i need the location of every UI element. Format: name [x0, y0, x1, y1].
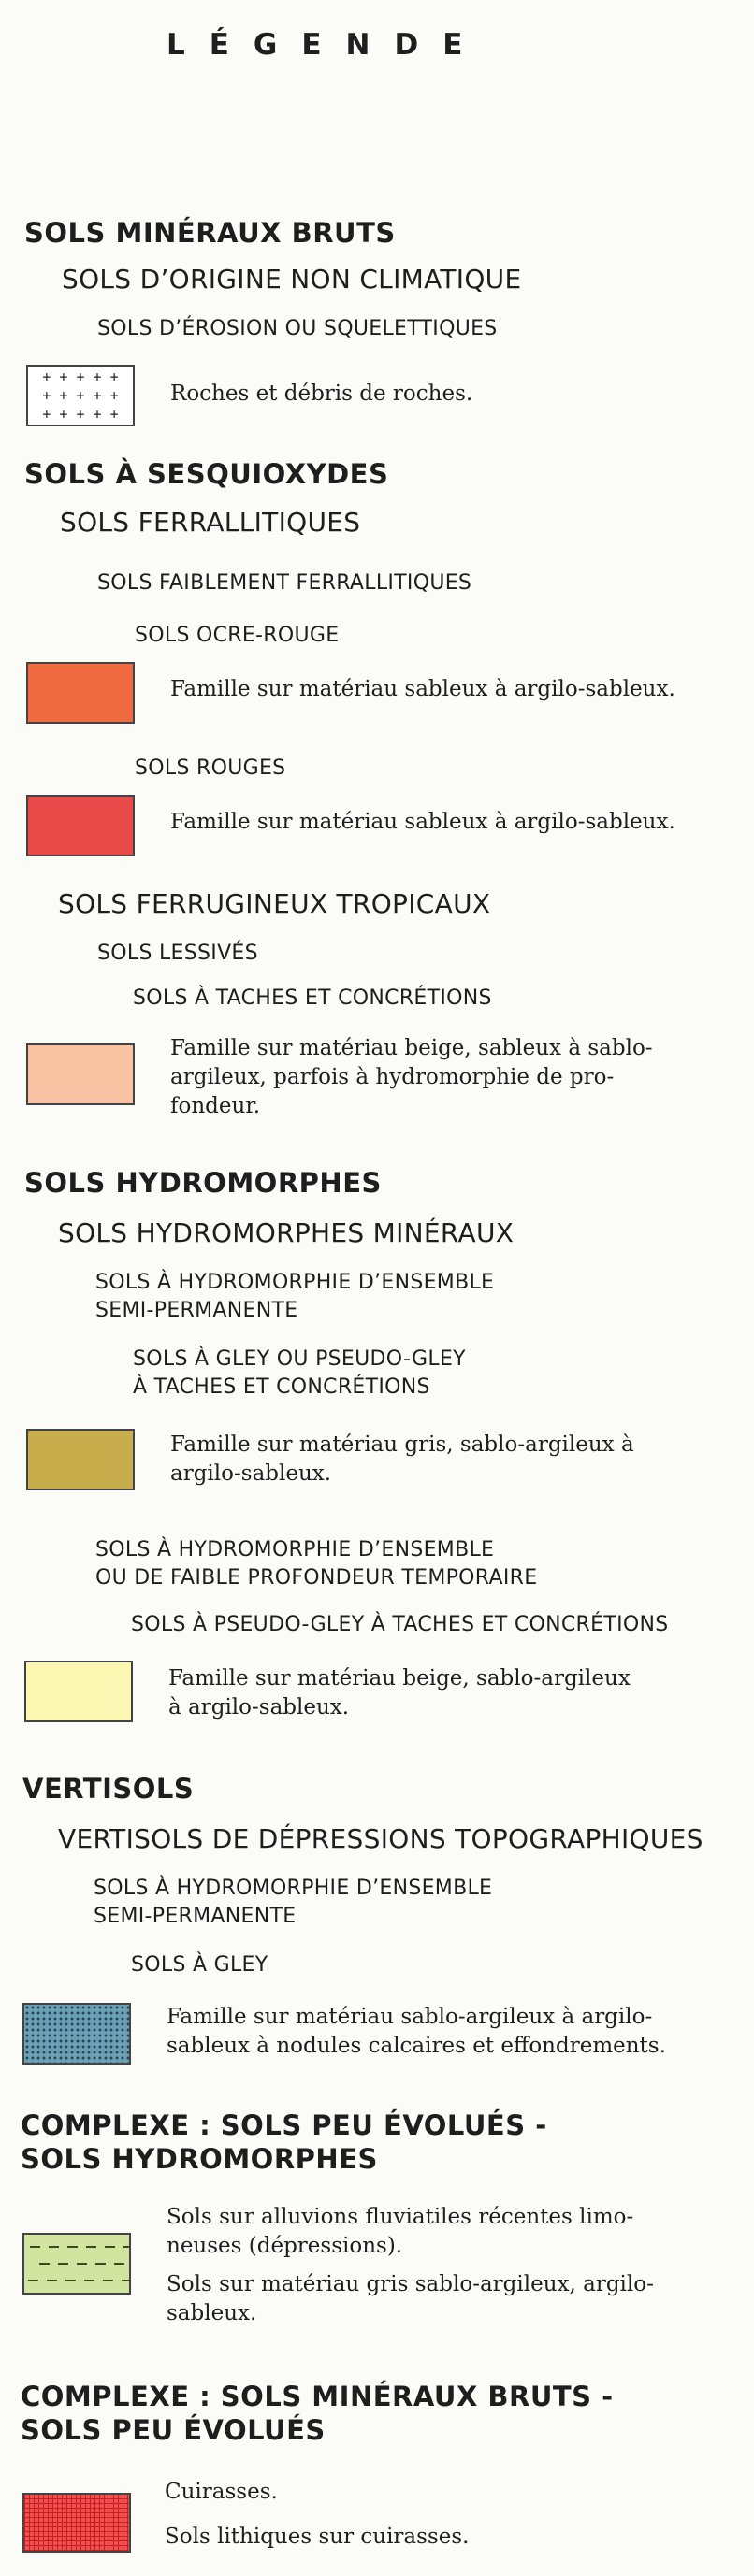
heading-complexe-mineraux-bruts-line-1: COMPLEXE : SOLS MINÉRAUX BRUTS - — [21, 2381, 614, 2412]
item-lessives-line-3: fondeur. — [170, 1094, 261, 1118]
item-vertisols-line-1: Famille sur matériau sablo-argileux à argilo- — [167, 2005, 653, 2029]
sub-ensemble-temporaire-line-1: SOLS À HYDROMORPHIE D’ENSEMBLE — [95, 1538, 495, 1561]
legend-title: LÉGENDE — [167, 28, 487, 62]
sub-sols-a-gley: SOLS À GLEY — [131, 1953, 268, 1977]
item-sols-lithiques: Sols lithiques sur cuirasses. — [165, 2525, 470, 2549]
heading-complexe-peu-evolues-line-2: SOLS HYDROMORPHES — [21, 2143, 378, 2175]
item-vertisols-line-2: sableux à nodules calcaires et effondrements. — [167, 2034, 666, 2058]
item-cuirasses: Cuirasses. — [165, 2480, 278, 2504]
sub-ensemble-semi-permanente-line-1: SOLS À HYDROMORPHIE D’ENSEMBLE — [95, 1271, 495, 1294]
sub-lessives: SOLS LESSIVÉS — [97, 942, 258, 965]
item-ocre-rouge: Famille sur matériau sableux à argilo-sableux. — [170, 677, 675, 701]
sub-vertisols-ensemble-line-1: SOLS À HYDROMORPHIE D’ENSEMBLE — [94, 1877, 493, 1900]
item-pseudo-gley-line-2: à argilo-sableux. — [168, 1695, 350, 1720]
sub-erosion-squelettiques: SOLS D’ÉROSION OU SQUELETTIQUES — [97, 317, 498, 340]
item-lessives-line-2: argileux, parfois à hydromorphie de pro- — [170, 1065, 615, 1089]
sub-origine-non-climatique: SOLS D’ORIGINE NON CLIMATIQUE — [62, 264, 522, 295]
swatch-gley-taches — [26, 1429, 135, 1490]
swatch-ocre-rouge — [26, 662, 135, 724]
item-gris-sablo-line-2: sableux. — [167, 2301, 257, 2325]
item-gley-line-2: argilo-sableux. — [170, 1461, 332, 1486]
swatch-cuirasses — [22, 2493, 131, 2553]
item-alluvions-line-2: neuses (dépressions). — [167, 2234, 403, 2258]
swatch-vertisols — [22, 2003, 131, 2065]
heading-complexe-peu-evolues-line-1: COMPLEXE : SOLS PEU ÉVOLUÉS - — [21, 2109, 547, 2141]
sub-sols-rouges: SOLS ROUGES — [135, 756, 286, 780]
swatch-roches: + + + + + + + + + + + + + + + — [26, 365, 135, 426]
sub-hydromorphes-mineraux: SOLS HYDROMORPHES MINÉRAUX — [58, 1217, 515, 1248]
sub-taches-concretions: SOLS À TACHES ET CONCRÉTIONS — [133, 986, 492, 1010]
heading-vertisols: VERTISOLS — [22, 1773, 195, 1805]
swatch-lessives-taches — [26, 1043, 135, 1105]
sub-ferrallitiques: SOLS FERRALLITIQUES — [60, 507, 361, 538]
swatch-pseudo-gley — [24, 1661, 133, 1722]
sub-ocre-rouge: SOLS OCRE-ROUGE — [135, 624, 340, 647]
sub-vertisols-depressions: VERTISOLS DE DÉPRESSIONS TOPOGRAPHIQUES — [58, 1823, 703, 1854]
sub-ensemble-semi-permanente-line-2: SEMI-PERMANENTE — [95, 1299, 298, 1322]
sub-vertisols-ensemble-line-2: SEMI-PERMANENTE — [94, 1905, 297, 1928]
item-lessives-line-1: Famille sur matériau beige, sableux à sablo- — [170, 1036, 653, 1060]
sub-gley-pseudo-gley-line-1: SOLS À GLEY OU PSEUDO-GLEY — [133, 1347, 466, 1371]
sub-ferrugineux-tropicaux: SOLS FERRUGINEUX TROPICAUX — [58, 888, 491, 919]
item-pseudo-gley-line-1: Famille sur matériau beige, sablo-argileux — [168, 1666, 631, 1691]
item-alluvions-line-1: Sols sur alluvions fluviatiles récentes limo- — [167, 2205, 634, 2229]
item-sols-rouges: Famille sur matériau sableux à argilo-sableux. — [170, 810, 675, 834]
sub-ensemble-temporaire-line-2: OU DE FAIBLE PROFONDEUR TEMPORAIRE — [95, 1566, 538, 1590]
swatch-plus-pattern: + + + + + — [42, 368, 119, 385]
heading-complexe-mineraux-bruts-line-2: SOLS PEU ÉVOLUÉS — [21, 2414, 326, 2446]
item-gley-line-1: Famille sur matériau gris, sablo-argileux à — [170, 1432, 634, 1457]
heading-sols-mineraux-bruts: SOLS MINÉRAUX BRUTS — [24, 217, 396, 249]
heading-sesquioxydes: SOLS À SESQUIOXYDES — [24, 458, 389, 490]
item-gris-sablo-line-1: Sols sur matériau gris sablo-argileux, argilo- — [167, 2272, 654, 2296]
sub-gley-pseudo-gley-line-2: À TACHES ET CONCRÉTIONS — [133, 1375, 430, 1399]
item-roches: Roches et débris de roches. — [170, 381, 473, 406]
sub-faiblement-ferrallitiques: SOLS FAIBLEMENT FERRALLITIQUES — [97, 571, 472, 595]
swatch-complexe-hydromorphes — [22, 2233, 131, 2295]
sub-pseudo-gley: SOLS À PSEUDO-GLEY À TACHES ET CONCRÉTIONS — [131, 1613, 669, 1636]
swatch-sols-rouges — [26, 795, 135, 856]
heading-hydromorphes: SOLS HYDROMORPHES — [24, 1167, 382, 1199]
